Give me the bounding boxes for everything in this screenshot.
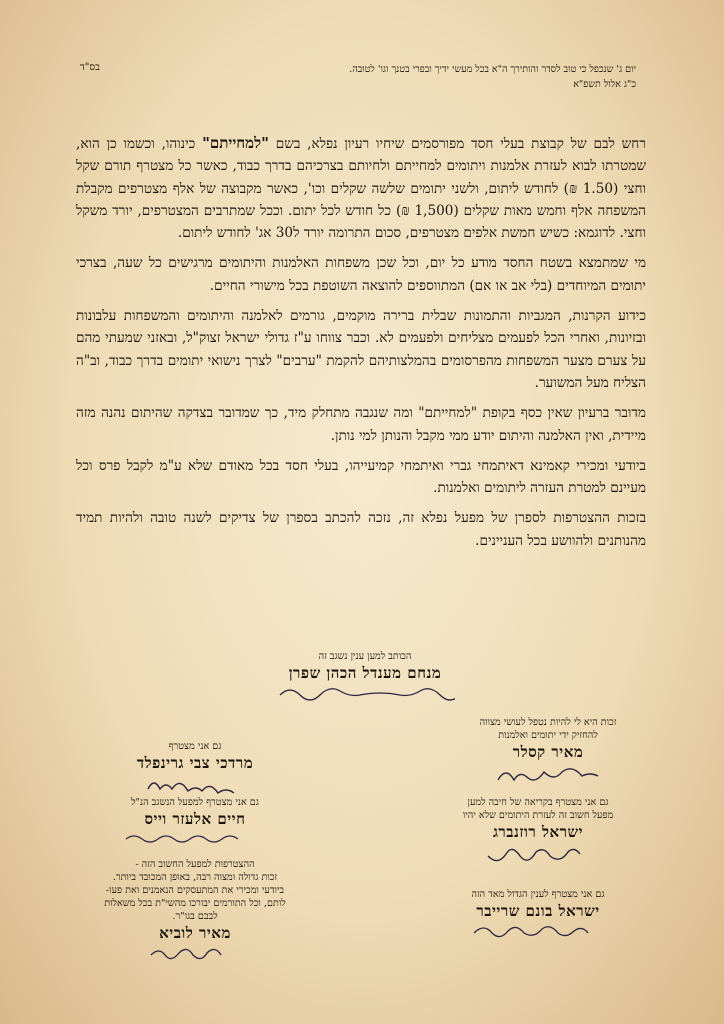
- signature-shreiber: [418, 888, 658, 943]
- paragraph-1-end: כינוהו, וכשמו כן הוא, שמטרתו לבוא לעזרת אלמנות ויתומים למחייתם ולחיותם בצרכיהם בדרך כבוד, כאשר כל מצטרף תורם שקל וחצי (1.50 ₪) לחודש ליתום, ולשני יתומים שלשה שקלים וכו', כאשר מקבוצה של אלף מצטרפים מקבלת המשפחה אלף וחמש מאות שקלים (1,500 ₪) כל חודש לכל יתום. וככל שמתרבים המצטרפים, יורד משקל וחצי. לדוגמא: כשיש חמשת אלפים מצטרפים, סכום התרומה יורד ל30 אג' לחודש ליתום.: [76, 136, 646, 242]
- handwritten-signature-icon: [145, 943, 245, 963]
- signature-kesler: [428, 716, 668, 788]
- signature-intro: גם אני מצטרף לענין הגדול מאד הזה: [471, 889, 605, 900]
- paragraph-5: ביודעי ומכירי קאמינא דאיתמחי גברי ואיתמחי קמיעייהו, בעלי חסד בכל מאודם שלא ע"מ לקבל פרס וכל מעיינם למטרת העזרה ליתומים ואלמנות.: [76, 457, 646, 497]
- paragraph-3: כידוע הקרנות, המגביות והתמונות שבלית ברירה מוקמים, גורמים לאלמנה והיתומים והמשפחות עלבונות ובזיונות, ואחרי הכל לפעמים מצליחים ולפעמים לא. וכבר צווחו ע"ז גדולי ישראל זצוק"ל, ובאזני שמעתי מהם על צערם מצער המשפחות מהפרסומים בהמלצותיהם להקמת "ערבים" לצרך נישואי יתומים בדרך כבוד, וב"ה הצליח מעל המשוער.: [76, 308, 646, 391]
- signer-name: חיים אלעזר וייס: [144, 810, 246, 828]
- signer-name: מאיר קסלר: [512, 743, 584, 761]
- signature-intro-2: מפעל חשוב זה לעזרת היתומים שלא יהיו: [462, 810, 614, 821]
- paragraph-6: בזכות ההצטרפות לספרן של מפעל נפלא זה, נזכה להכתב בספרן של צדיקים לשנה טובה ולהיות תמיד מהנותנים ולהוושע בכל העניינים.: [76, 510, 646, 549]
- signer-name: מנחם מענדל הכהן שפרן: [288, 664, 442, 682]
- signature-intro: ההצטרפות למפעל החשוב הזה -: [135, 859, 255, 870]
- handwritten-signature-icon: [120, 829, 270, 849]
- handwritten-signature-icon: [488, 762, 608, 788]
- handwritten-signature-icon: [275, 683, 455, 703]
- paragraph-1: [76, 132, 646, 244]
- date-line-2: כ"ג אלול תשפ"א: [573, 79, 636, 90]
- signature-lubia: [60, 858, 330, 963]
- signature-intro-2: להחזיק ידי יתומים ואלמנות: [498, 730, 598, 741]
- org-name-quote: "למחייתם": [202, 134, 269, 152]
- signature-intro: גם אני מצטרף בקריאה של חיבה למען: [467, 797, 609, 808]
- signature-intro: זכות היא לי להיות נטפל לעושי מצווה: [479, 717, 617, 728]
- signer-name: ישראל בונם שרייבר: [476, 902, 600, 920]
- signature-main: [250, 650, 480, 703]
- handwritten-signature-icon: [478, 842, 598, 868]
- paragraph-1-start: רחש לבם של קבוצת בעלי חסד מפורסמים שיחיו רעיון נפלא, בשם: [268, 136, 646, 152]
- signature-intro-4: לותם, וכל התורמים יבורכו מהשי"ת בכל משאלות: [104, 898, 286, 909]
- signature-intro-3: ביודעי ומכירי את המתעסקים הנאמנים ואת פעו-: [105, 885, 285, 896]
- date-line-1: יום ג' שנכפל כי טוב לסדר והותירך ה"א בכל מעשי ידיך ובפרי בטנך וגו' לטובה.: [349, 64, 636, 75]
- signer-name: מאיר לוביא: [159, 924, 231, 942]
- signature-rosenberg: [408, 796, 668, 868]
- paragraph-4: מדובר ברעיון שאין כסף בקופת "למחייתם" ומה שנגבה מתחלק מיד, כך שמדובר בצדקה שהיתום נהנה מזה מיידית, ואין האלמנה והיתום יודע ממי מקבל והנותן למי נותן.: [76, 405, 646, 444]
- signer-name: מרדכי צבי גרינפלד: [136, 754, 254, 772]
- handwritten-signature-icon: [468, 921, 608, 943]
- signature-intro-5: לבבם בגו"ר.: [172, 911, 218, 922]
- signature-intro: הכותב למען ענין נשגב זה: [318, 651, 412, 662]
- letter-body: [76, 132, 646, 560]
- signature-intro: גם אני מצטרף: [168, 741, 222, 752]
- date-header: [349, 62, 636, 92]
- signature-intro: גם אני מצטרף למפעל הנשגב הנ"ל: [131, 797, 259, 808]
- signer-name: ישראל רוזנברג: [492, 823, 584, 841]
- signature-intro-2: זכות גדולה ומצוה רבה, באופן המכובד ביותר.: [112, 872, 278, 883]
- signature-greenfeld: [80, 740, 310, 799]
- signature-weiss: [70, 796, 320, 849]
- paragraph-2: מי שמתמצא בשטח החסד מודע כל יום, וכל שכן משפחות האלמנות והיתומים מרגישים כל שעה, בצרכי יתומים המיוחדים (בלי אב או אם) המתווספים להוצאה השוטפת בכל מישורי החיים.: [76, 255, 646, 294]
- bsd-mark: בס"ד: [80, 62, 100, 73]
